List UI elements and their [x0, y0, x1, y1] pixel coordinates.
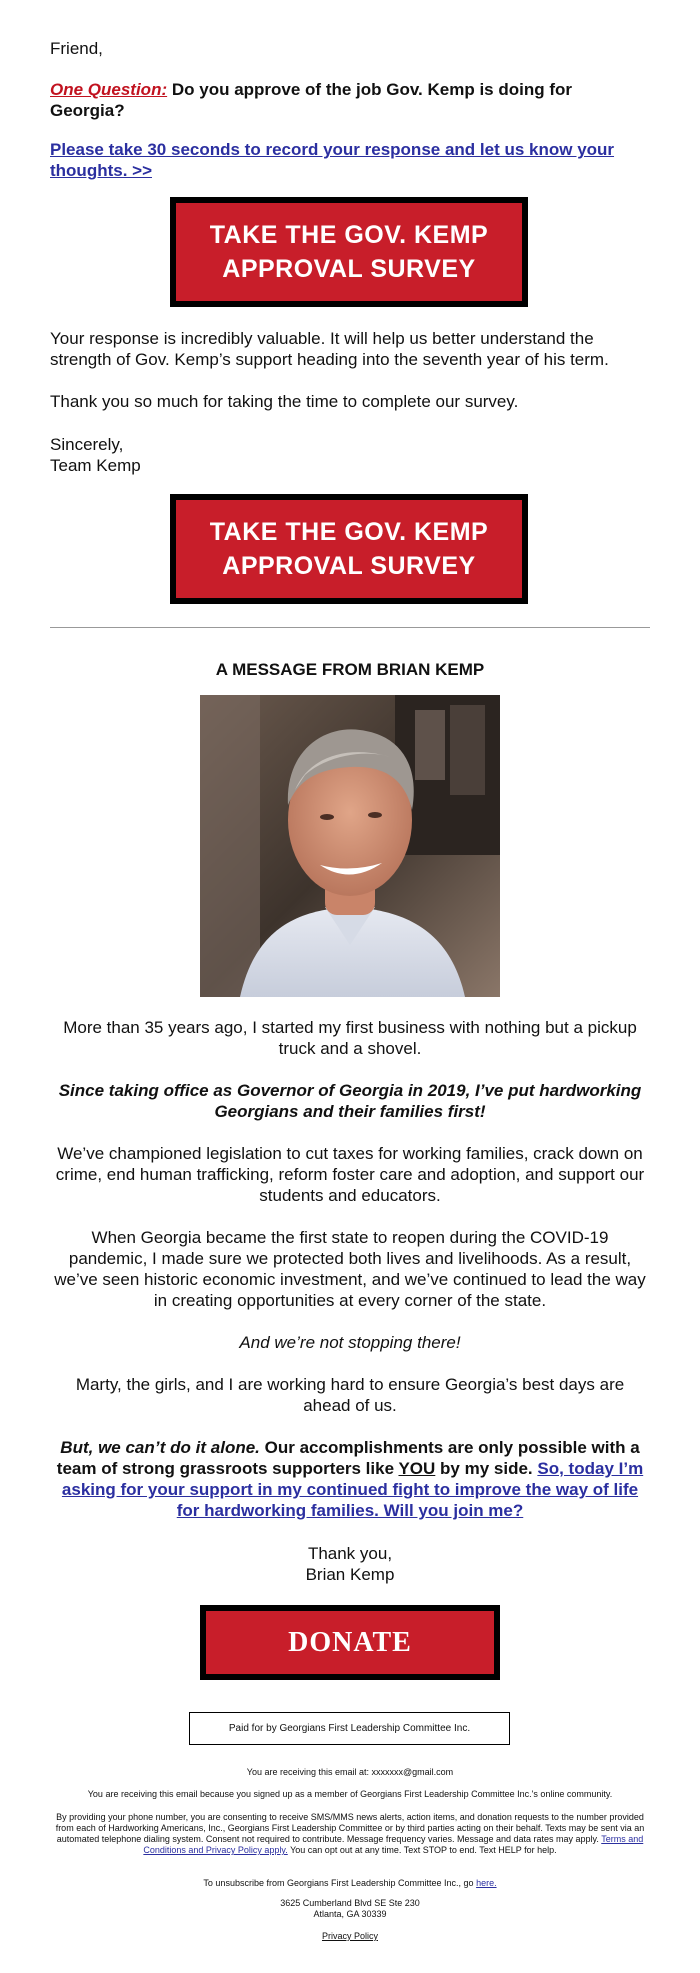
survey-button-label: TAKE THE GOV. KEMP APPROVAL SURVEY: [209, 221, 489, 283]
p7-italic: But, we can’t do it alone.: [60, 1438, 260, 1457]
closing: Thank you,: [307, 1544, 393, 1563]
signer: Team Kemp: [50, 456, 141, 475]
receiving-because: You are receiving this email because you signed up as a member of Georgians First Leadership Committee Inc.'s online community.: [87, 1789, 613, 1799]
unsubscribe-link[interactable]: here.: [476, 1878, 497, 1888]
p7-bold-a: Our accomplishments are only possible with a team of strong grassroots supporters like: [56, 1438, 640, 1478]
privacy-link[interactable]: Privacy Policy: [321, 1931, 378, 1941]
closing-name: Brian Kemp: [305, 1565, 395, 1584]
sms-notice: By providing your phone number, you are consenting to receive SMS/MMS news alerts, action items, and donation requests to the number provided from each of Hardworking Americans, Inc., Georgians First Leadership Committee or by third parties acting on their behalf. Texts may be sent via an automated telephone dialing system. Consent not required to contribute. Message frequency varies. Message and data rates may apply. Terms and Conditions and Privacy Policy apply. You can opt out at any time. Text STOP to end. Text HELP for help.: [55, 1812, 645, 1855]
support-link[interactable]: So, today I’m asking for your support in my continued fight to improve the way of life for hardworking families. Will you join me?: [61, 1459, 644, 1520]
p7-bold-b: by my side.: [440, 1459, 533, 1478]
survey-button-bottom[interactable]: [170, 494, 528, 604]
message-p4: When Georgia became the first state to reopen during the COVID-19 pandemic, I made sure we protected both lives and livelihoods. As a result, we’ve seen historic economic investment, and we’ve continued to lead the way in creating opportunities at every corner of the state.: [54, 1228, 646, 1310]
question-label: One Question:: [50, 80, 168, 99]
unsubscribe: To unsubscribe from Georgians First Leadership Committee Inc., go here.: [203, 1878, 497, 1888]
survey-cta-link[interactable]: Please take 30 seconds to record your response and let us know your thoughts. >>: [50, 140, 615, 180]
address-line1: 3625 Cumberland Blvd SE Ste 230: [280, 1898, 420, 1908]
message-p3: We’ve championed legislation to cut taxes for working families, crack down on crime, end human trafficking, reform foster care and adoption, and support our students and educators.: [55, 1144, 645, 1205]
question-text: Do you approve of the job Gov. Kemp is doing for Georgia?: [50, 80, 572, 120]
valuable-paragraph: Your response is incredibly valuable. It will help us better understand the strength of Gov. Kemp’s support heading into the seventh year of his term.: [50, 329, 609, 369]
greeting: Friend,: [50, 39, 103, 58]
message-p7: [50, 1437, 650, 1521]
message-p1: More than 35 years ago, I started my first business with nothing but a pickup truck and a shovel.: [63, 1018, 637, 1058]
thanks-paragraph: Thank you so much for taking the time to complete our survey.: [50, 392, 519, 411]
message-p6: Marty, the girls, and I are working hard to ensure Georgia’s best days are ahead of us.: [75, 1375, 625, 1415]
cta-paragraph: [50, 139, 650, 181]
donate-button[interactable]: DONATE: [200, 1605, 500, 1680]
message-p2: Since taking office as Governor of Georgia in 2019, I’ve put hardworking Georgians and their families first!: [58, 1081, 642, 1121]
signoff: Sincerely,: [50, 435, 124, 454]
survey-button-label: TAKE THE GOV. KEMP APPROVAL SURVEY: [209, 518, 489, 580]
portrait-image: [200, 695, 500, 997]
brian-kemp-photo: [200, 695, 500, 997]
receiving-at: You are receiving this email at: xxxxxxx@gmail.com: [246, 1767, 454, 1777]
message-p5: And we’re not stopping there!: [239, 1333, 461, 1352]
question-paragraph: [50, 79, 650, 121]
message-heading: A MESSAGE FROM BRIAN KEMP: [215, 660, 485, 679]
p7-you: YOU: [398, 1459, 436, 1478]
divider: [50, 627, 650, 628]
terms-link[interactable]: Terms and Conditions and Privacy Policy apply.: [143, 1834, 644, 1855]
privacy-paragraph: [55, 1931, 645, 1942]
address-line2: Atlanta, GA 30339: [313, 1909, 387, 1919]
survey-button-top[interactable]: [170, 197, 528, 307]
paid-for-box: Paid for by Georgians First Leadership Committee Inc.: [189, 1712, 510, 1745]
